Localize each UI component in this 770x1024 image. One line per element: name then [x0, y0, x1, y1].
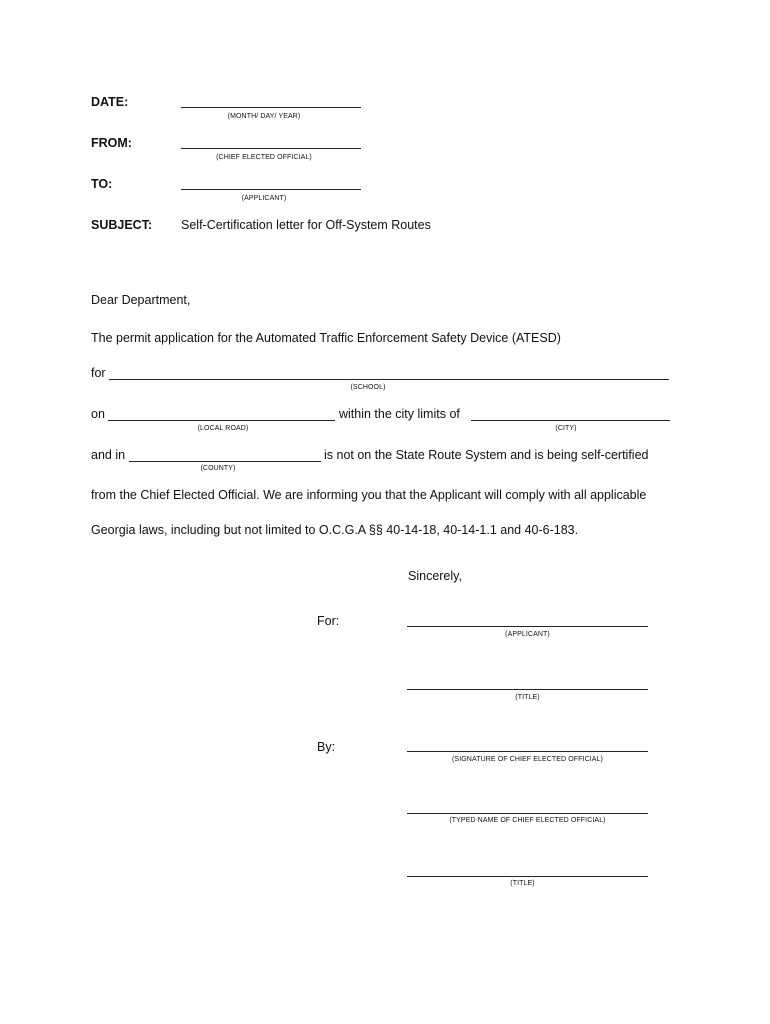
- to-label: TO:: [91, 177, 113, 191]
- subject-label: SUBJECT:: [91, 218, 153, 232]
- not-on-text: is not on the State Route System and is being self-certified: [324, 448, 649, 462]
- title-caption-2: (TITLE): [510, 880, 535, 887]
- county-field-line[interactable]: [129, 461, 321, 462]
- date-label: DATE:: [91, 95, 129, 109]
- county-caption: (COUNTY): [200, 465, 236, 472]
- within-text: within the city limits of: [339, 407, 460, 421]
- title-caption-1: (TITLE): [515, 694, 540, 701]
- date-field-line[interactable]: [181, 107, 361, 108]
- city-caption: (CITY): [555, 425, 577, 432]
- from-field-line[interactable]: [181, 148, 361, 149]
- closing-text: Sincerely,: [408, 569, 462, 583]
- to-caption: (APPLICANT): [241, 195, 287, 202]
- city-field-line[interactable]: [471, 420, 670, 421]
- by-label: By:: [317, 740, 336, 754]
- date-caption: (MONTH/ DAY/ YEAR): [227, 113, 301, 120]
- subject-text: Self-Certification letter for Off-System Routes: [181, 218, 431, 232]
- intro-text: The permit application for the Automated Traffic Enforcement Safety Device (ATESD): [91, 331, 561, 345]
- title-line-1[interactable]: [407, 689, 648, 690]
- typed-name-line[interactable]: [407, 813, 648, 814]
- for-label: For:: [317, 614, 340, 628]
- applicant-sign-line[interactable]: [407, 626, 648, 627]
- to-field-line[interactable]: [181, 189, 361, 190]
- on-word: on: [91, 407, 105, 421]
- signature-caption: (SIGNATURE OF CHIEF ELECTED OFFICIAL): [452, 756, 603, 763]
- from-caption: (CHIEF ELECTED OFFICIAL): [216, 154, 312, 161]
- from-chief-text: from the Chief Elected Official. We are informing you that the Applicant will comply with all applicable: [91, 488, 647, 502]
- and-in-text: and in: [91, 448, 126, 462]
- official-signature-line[interactable]: [407, 751, 648, 752]
- applicant-caption: (APPLICANT): [505, 631, 550, 638]
- school-caption: (SCHOOL): [350, 384, 386, 391]
- georgia-laws-text: Georgia laws, including but not limited to O.C.G.A §§ 40-14-18, 40-14-1.1 and 40-6-183.: [91, 523, 579, 537]
- from-label: FROM:: [91, 136, 132, 150]
- school-field-line[interactable]: [109, 379, 669, 380]
- local-road-field-line[interactable]: [108, 420, 335, 421]
- title-line-2[interactable]: [407, 876, 648, 877]
- salutation: Dear Department,: [91, 293, 191, 307]
- for-word: for: [91, 366, 106, 380]
- local-road-caption: (LOCAL ROAD): [197, 425, 249, 432]
- typed-name-caption: (TYPED NAME OF CHIEF ELECTED OFFICIAL): [449, 817, 606, 824]
